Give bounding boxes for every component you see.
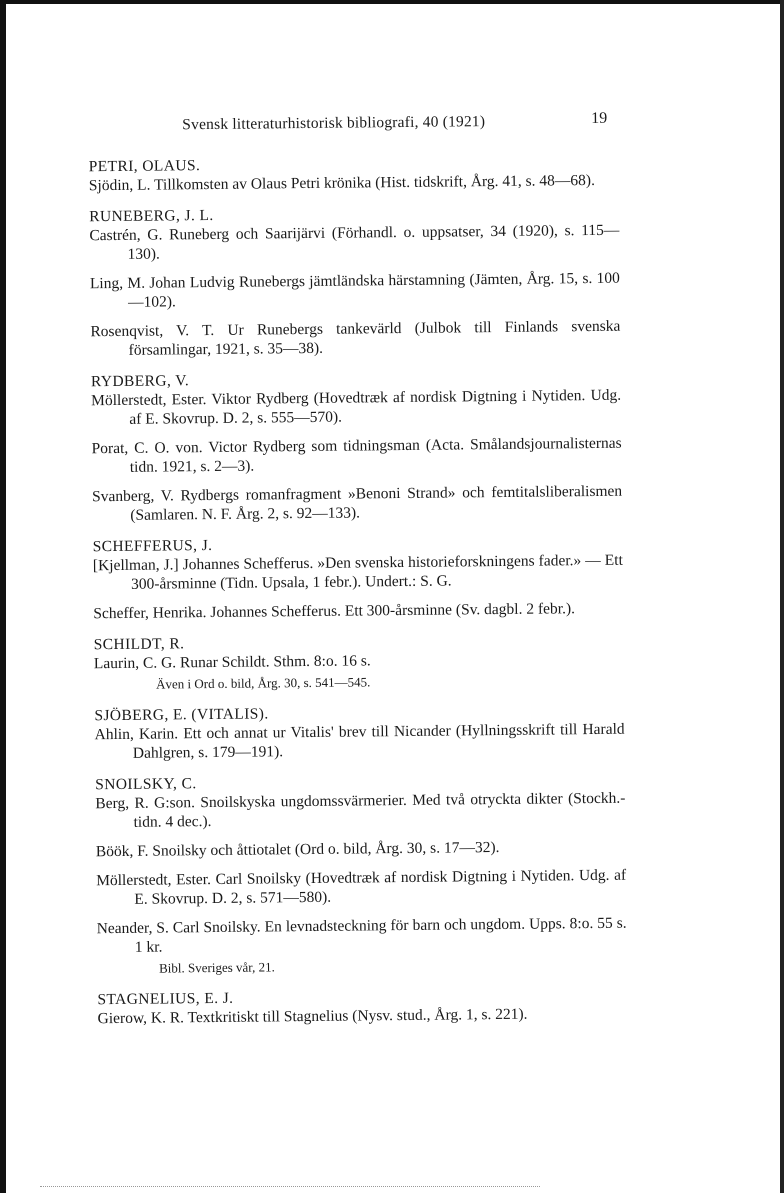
section-author: SJÖBERG, E. (VITALIS). (94, 705, 269, 725)
bibliography-entry: Castrén, G. Runeberg och Saarijärvi (Förhandl. o. uppsatser, 34 (1920), s. 115—130). (89, 221, 620, 263)
running-header: Svensk litteraturhistorisk bibliografi, 40 (1921) (182, 113, 486, 134)
entry-text: Laurin, C. G. Runar Schildt. Sthm. 8:o. 16 s. (93, 652, 371, 673)
bibliography-section (91, 367, 623, 526)
entry-note: Bibl. Sveriges vår, 21. (158, 959, 275, 976)
entry-text: Neander, S. Carl Snoilsky. En levnadsteckning för barn och ungdom. Upps. 8:o. 55 s. 1 kr. (96, 914, 627, 956)
bibliography-entry: Ling, M. Johan Ludvig Runebergs jämtländska härstamning (Jämten, Årg. 15, s. 100—102). (89, 269, 620, 311)
section-author: RYDBERG, V. (90, 372, 190, 391)
section-author: SNOILSKY, C. (95, 775, 197, 794)
bibliography-entry: Möllerstedt, Ester. Viktor Rydberg (Hovedtræk af nordisk Digtning i Nytiden. Udg. af E. Skovrup. D. 2, s. 555—570). (91, 386, 622, 428)
bibliography-entry: Scheffer, Henrika. Johannes Schefferus. Ett 300-årsminne (Sv. dagbl. 2 febr.). (93, 600, 576, 623)
section-author: RUNEBERG, J. L. (89, 206, 214, 226)
bibliography-entry: Porat, C. O. von. Victor Rydberg som tidningsman (Acta. Smålandsjournalisternas tidn. 1921, s. 2—3). (91, 434, 622, 476)
bibliography-section (95, 770, 627, 979)
bibliography-section (97, 985, 627, 1029)
bibliography-content (89, 152, 628, 1041)
section-author: SCHILDT, R. (93, 635, 185, 654)
bibliography-entry: Böök, F. Snoilsky och åttiotalet (Ord o. bild, Årg. 30, s. 17—32). (95, 838, 500, 861)
bibliography-entry: Rosenqvist, V. T. Ur Runebergs tankevärld (Julbok till Finlands svenska församlingar, 1921, s. 35—38). (90, 317, 621, 359)
bibliography-entry: Berg, R. G:son. Snoilskyska ungdomssvärmerier. Med två otryckta dikter (Stockh.-tidn. 4 dec.). (95, 789, 626, 831)
scan-artifact (40, 1186, 540, 1188)
bibliography-section (89, 202, 621, 361)
bibliography-section (89, 152, 619, 196)
entry-note: Även i Ord o. bild, Årg. 30, s. 541—545. (156, 674, 371, 692)
bibliography-entry: Ahlin, Karin. Ett och annat ur Vitalis' brev till Nicander (Hyllningsskrift till Harald Dahlgren, s. 179—191). (94, 720, 625, 762)
bibliography-entry (94, 649, 624, 695)
bibliography-entry: Gierow, K. R. Textkritiskt till Stagnelius (Nysv. stud., Årg. 1, s. 221). (97, 1005, 528, 1028)
bibliography-section (94, 630, 625, 695)
bibliography-section (94, 701, 625, 764)
bibliography-entry: Möllerstedt, Ester. Carl Snoilsky (Hovedtræk af nordisk Digtning i Nytiden. Udg. af E. Skovrup. D. 2, s. 571—580). (96, 866, 627, 908)
page-number: 19 (591, 109, 608, 127)
bibliography-entry: Svanberg, V. Rydbergs romanfragment »Benoni Strand» och femtitalsliberalismen (Samlaren. N. F. Årg. 2, s. 92—133). (92, 482, 623, 524)
bibliography-entry: [Kjellman, J.] Johannes Schefferus. »Den svenska historieforskningens fader.» — Ett 300-årsminne (Tidn. Upsala, 1 febr.). Undert.: S. G. (92, 551, 623, 593)
section-author: SCHEFFERUS, J. (92, 536, 213, 556)
section-author: PETRI, OLAUS. (88, 157, 201, 176)
section-author: STAGNELIUS, E. J. (97, 989, 234, 1009)
bibliography-entry (97, 914, 628, 979)
bibliography-entry: Sjödin, L. Tillkomsten av Olaus Petri krönika (Hist. tidskrift, Årg. 41, s. 48—68). (88, 171, 596, 195)
bibliography-section (93, 532, 624, 624)
